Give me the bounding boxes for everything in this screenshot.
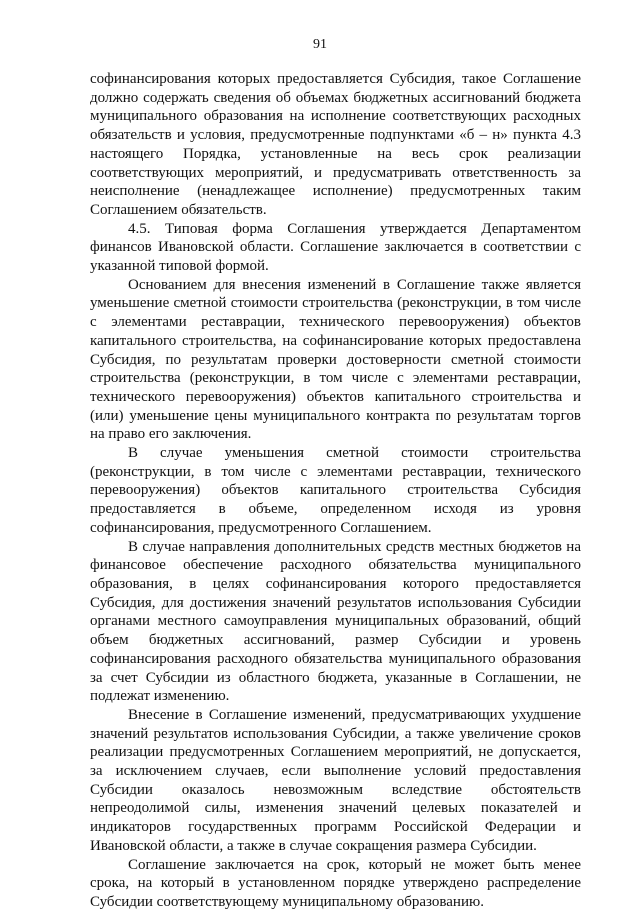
paragraph-amendment-grounds: Основанием для внесения изменений в Соглашение также является уменьшение сметной стоимости строительства (реконструкции, в том числе с элементами реставрации, технического перевооружения) объектов капитального строительства, на софинансирование которых предоставлена Субсидия, по результатам проверки достоверности сметной стоимости строительства (реконструкции, в том числе с элементами реставрации, технического перевооружения) объектов капитального строительства и (или) уменьшение цены муниципального контракта по результатам торгов на право его заключения.	[90, 276, 581, 443]
paragraph-cost-reduction: В случае уменьшения сметной стоимости строительства (реконструкции, в том числе с элементами реставрации, технического перевооружения) объектов капитального строительства Субсидия предоставляется в объеме, определенном исходя из уровня софинансирования, предусмотренного Соглашением.	[90, 445, 581, 536]
paragraph-additional-funds: В случае направления дополнительных средств местных бюджетов на финансовое обеспечение расходного обязательства муниципального образования, в целях софинансирования которого предоставляется Субсидия, для достижения значений результатов использования Субсидии органами местного самоуправления муниципальных образований, общий объем бюджетных ассигнований, размер Субсидии и уровень софинансирования расходного обязательства муниципального образования за счет Субсидии из областного бюджета, указанные в Соглашении, не подлежат изменению.	[90, 538, 581, 705]
paragraph-4-5: 4.5. Типовая форма Соглашения утверждается Департаментом финансов Ивановской области. Соглашение заключается в соответствии с указанной типовой формой.	[90, 220, 581, 275]
paragraph-continuation: софинансирования которых предоставляется Субсидия, такое Соглашение должно содержать сведения об объемах бюджетных ассигнований бюджета муниципального образования на исполнение соответствующих расходных обязательств и условия, предусмотренные подпунктами «б – н» пункта 4.3 настоящего Порядка, установленные на весь срок реализации соответствующих мероприятий, и предусматривать ответственность за неисполнение (ненадлежащее исполнение) предусмотренных таким Соглашением обязательств.	[90, 71, 581, 218]
document-body	[90, 70, 581, 912]
paragraph-term: Соглашение заключается на срок, который не может быть менее срока, на который в установленном порядке утверждено распределение Субсидии соответствующему муниципальному образованию.	[90, 856, 581, 910]
page-number: 91	[313, 37, 327, 52]
paragraph-deterioration: Внесение в Соглашение изменений, предусматривающих ухудшение значений результатов использования Субсидии, а также увеличение сроков реализации предусмотренных Соглашением мероприятий, не допускается, за исключением случаев, если выполнение условий предоставления Субсидии оказалось невозможным вследствие обстоятельств непреодолимой силы, изменения значений целевых показателей и индикаторов государственных программ Российской Федерации и Ивановской области, а также в случае сокращения размера Субсидии.	[90, 706, 581, 854]
